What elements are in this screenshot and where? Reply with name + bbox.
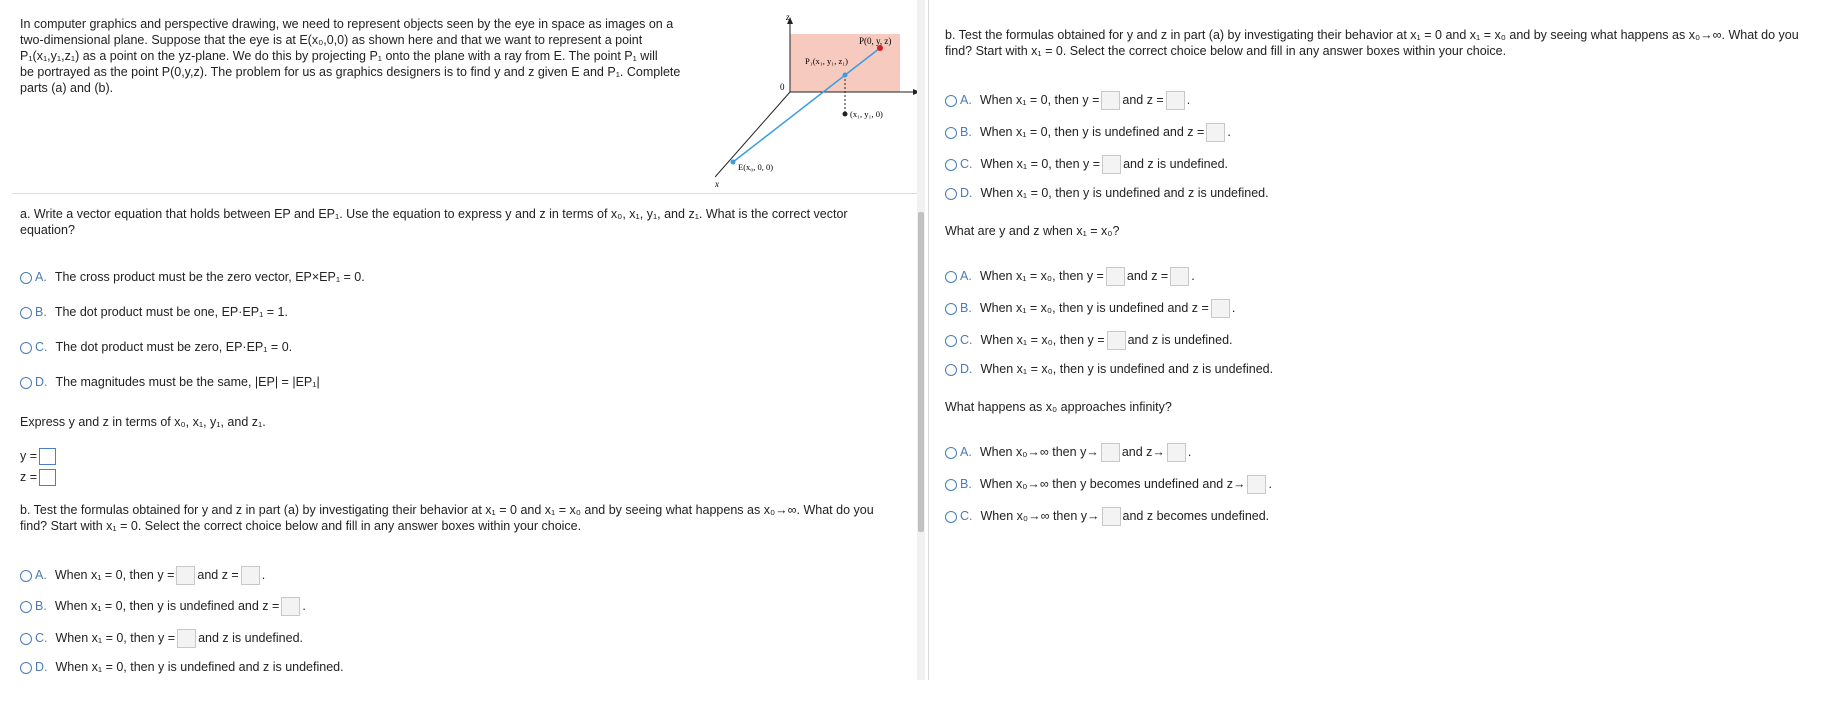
answer-box[interactable]	[176, 566, 195, 585]
radio-a[interactable]	[20, 272, 32, 284]
answer-box[interactable]	[1102, 155, 1121, 174]
right-set1-option-b[interactable]: B. When x₁ = 0, then y is undefined and z = .	[945, 123, 1231, 142]
answer-box[interactable]	[1107, 331, 1126, 350]
radio-b[interactable]	[945, 303, 957, 315]
scrollbar-thumb[interactable]	[918, 212, 924, 532]
answer-box[interactable]	[1170, 267, 1189, 286]
part-b-left-option-b[interactable]: B. When x₁ = 0, then y is undefined and z = .	[20, 597, 306, 616]
radio-a[interactable]	[945, 95, 957, 107]
answer-box[interactable]	[1102, 507, 1121, 526]
answer-box[interactable]	[1101, 91, 1120, 110]
label-foot: (x₁, y₁, 0)	[850, 109, 883, 119]
y-answer-row: y =	[20, 448, 58, 465]
part-a-option-d[interactable]: D. The magnitudes must be the same, |EP| = |EP₁|	[20, 375, 320, 389]
answer-box[interactable]	[281, 597, 300, 616]
panel-divider	[928, 0, 929, 680]
point-foot	[843, 112, 848, 117]
label-origin: 0	[780, 82, 785, 92]
answer-box[interactable]	[1166, 91, 1185, 110]
part-b-left-option-a[interactable]: A. When x₁ = 0, then y = and z = .	[20, 566, 265, 585]
radio-a[interactable]	[945, 447, 957, 459]
answer-box[interactable]	[1101, 443, 1120, 462]
z-answer-box[interactable]	[39, 469, 56, 486]
label-E: E(x₀, 0, 0)	[738, 162, 774, 172]
radio-b[interactable]	[945, 479, 957, 491]
right-set1-option-a[interactable]: A. When x₁ = 0, then y = and z = .	[945, 91, 1190, 110]
label-x: x	[715, 179, 719, 189]
radio-b[interactable]	[20, 307, 32, 319]
radio-c[interactable]	[20, 342, 32, 354]
question-x0-infinity: What happens as x₀ approaches infinity?	[945, 400, 1172, 414]
projection-figure	[715, 12, 925, 192]
right-set3-option-b[interactable]: B. When x₀→∞ then y becomes undefined and z→ .	[945, 475, 1272, 494]
question-x1-equals-x0: What are y and z when x₁ = x₀?	[945, 224, 1120, 238]
right-set3-option-c[interactable]: C. When x₀→∞ then y→ and z becomes undefined.	[945, 507, 1269, 526]
right-set2-option-d[interactable]: D. When x₁ = x₀, then y is undefined and z is undefined.	[945, 362, 1273, 376]
radio-d[interactable]	[20, 662, 32, 674]
part-b-left-option-d[interactable]: D. When x₁ = 0, then y is undefined and z is undefined.	[20, 660, 344, 674]
right-set2-option-c[interactable]: C. When x₁ = x₀, then y = and z is undefined.	[945, 331, 1233, 350]
right-panel	[940, 0, 1835, 707]
y-answer-box[interactable]	[39, 448, 56, 465]
label-P1: P₁(x₁, y₁, z₁)	[805, 56, 849, 66]
radio-b[interactable]	[20, 601, 32, 613]
section-divider	[12, 193, 917, 194]
radio-a[interactable]	[20, 570, 32, 582]
z-answer-row: z =	[20, 469, 58, 486]
part-b-left-option-c[interactable]: C. When x₁ = 0, then y = and z is undefined.	[20, 629, 303, 648]
radio-c[interactable]	[945, 159, 957, 171]
right-set2-option-a[interactable]: A. When x₁ = x₀, then y = and z = .	[945, 267, 1195, 286]
right-set1-option-c[interactable]: C. When x₁ = 0, then y = and z is undefined.	[945, 155, 1228, 174]
radio-d[interactable]	[20, 377, 32, 389]
radio-d[interactable]	[945, 364, 957, 376]
label-P: P(0, y, z)	[859, 36, 892, 46]
part-a-option-a[interactable]: A. The cross product must be the zero vector, EP×EP₁ = 0.	[20, 270, 365, 284]
right-set3-option-a[interactable]: A. When x₀→∞ then y→ and z→ .	[945, 443, 1191, 462]
answer-box[interactable]	[177, 629, 196, 648]
part-a-option-c[interactable]: C. The dot product must be zero, EP·EP₁ = 0.	[20, 340, 292, 354]
radio-c[interactable]	[20, 633, 32, 645]
answer-box[interactable]	[1211, 299, 1230, 318]
answer-box[interactable]	[1167, 443, 1186, 462]
radio-b[interactable]	[945, 127, 957, 139]
part-b-question-right: b. Test the formulas obtained for y and z in part (a) by investigating their behavior at x₁ = 0 and x₁ = x₀ and by seeing what happens as x₀→∞. What do you find? Start with x₁ = 0. Select the correct choice below and fill in any answer boxes within your choice.	[945, 28, 1799, 58]
intro-text: In computer graphics and perspective drawing, we need to represent objects seen by the eye in space as images on a two-dimensional plane. Suppose that the eye is at E(x₀,0,0) as shown here and that we want to represent a point P₁(x₁,y₁,z₁) as a point on the yz-plane. We do this by projecting P₁ onto the plane with a ray from E. The point P₁ will be portrayed as the point P(0,y,z). The problem for us as graphics designers is to find y and z given E and P₁. Complete parts (a) and (b).	[20, 17, 681, 95]
radio-c[interactable]	[945, 335, 957, 347]
express-instruction: Express y and z in terms of x₀, x₁, y₁, and z₁.	[20, 415, 266, 429]
answer-box[interactable]	[1206, 123, 1225, 142]
answer-box[interactable]	[1106, 267, 1125, 286]
radio-d[interactable]	[945, 188, 957, 200]
radio-a[interactable]	[945, 271, 957, 283]
point-P1	[843, 73, 848, 78]
right-set2-option-b[interactable]: B. When x₁ = x₀, then y is undefined and z = .	[945, 299, 1235, 318]
radio-c[interactable]	[945, 511, 957, 523]
answer-box[interactable]	[241, 566, 260, 585]
point-E	[731, 160, 736, 165]
part-a-option-b[interactable]: B. The dot product must be one, EP·EP₁ = 1.	[20, 305, 288, 319]
answer-box[interactable]	[1247, 475, 1266, 494]
part-a-question: a. Write a vector equation that holds between EP and EP₁. Use the equation to express y and z in terms of x₀, x₁, y₁, and z₁. What is the correct vector equation?	[20, 207, 848, 237]
part-b-question-left: b. Test the formulas obtained for y and z in part (a) by investigating their behavior at x₁ = 0 and x₁ = x₀ and by seeing what happens as x₀→∞. What do you find? Start with x₁ = 0. Select the correct choice below and fill in any answer boxes within your choice.	[20, 503, 874, 533]
label-z: z	[786, 12, 790, 22]
right-set1-option-d[interactable]: D. When x₁ = 0, then y is undefined and z is undefined.	[945, 186, 1269, 200]
